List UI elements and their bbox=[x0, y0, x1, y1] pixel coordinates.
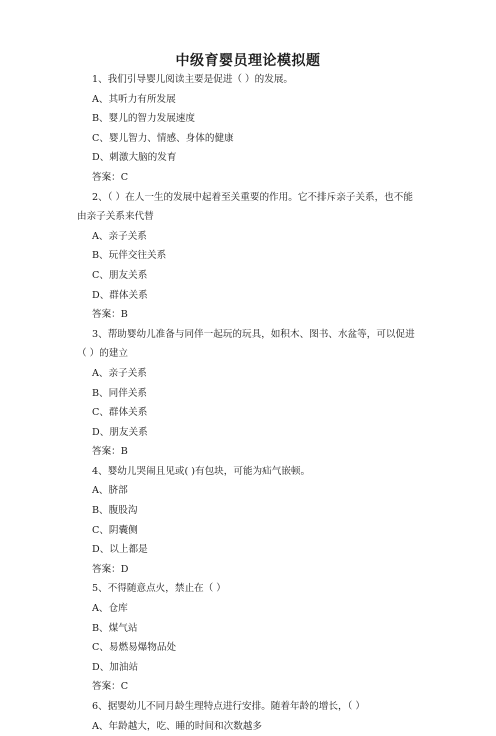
option-b: B、玩伴交往关系 bbox=[92, 250, 167, 262]
option-d: D、以上都是 bbox=[92, 544, 148, 556]
question-text: 2、（ ）在人一生的发展中起着至关重要的作用。它不排斥亲子关系，也不能由亲子关系来代替 bbox=[77, 191, 413, 223]
option-a: A、亲子关系 bbox=[92, 230, 147, 242]
question-block bbox=[77, 188, 417, 325]
question-text: 1、我们引导婴儿阅读主要是促进（ ）的发展。 bbox=[92, 74, 294, 85]
option-c: C、婴儿智力、情感、身体的健康 bbox=[92, 132, 234, 144]
option-a: A、亲子关系 bbox=[92, 367, 147, 379]
answer: 答案：B bbox=[92, 446, 128, 458]
option-b: B、同伴关系 bbox=[92, 387, 148, 399]
option-b: B、腹股沟 bbox=[92, 505, 138, 517]
option-d: D、朋友关系 bbox=[92, 426, 148, 438]
question-block bbox=[77, 697, 417, 736]
question-block bbox=[77, 325, 417, 462]
option-a: A、年龄越大，吃、睡的时间和次数越多 bbox=[92, 720, 263, 732]
option-d: D、加油站 bbox=[92, 661, 139, 673]
document-title: 中级育婴员理论模拟题 bbox=[175, 53, 321, 69]
answer: 答案：C bbox=[92, 681, 129, 693]
question-block bbox=[77, 70, 417, 188]
question-text: 6、据婴幼儿不同月龄生理特点进行安排。随着年龄的增长，（ ） bbox=[92, 701, 365, 712]
option-b: B、婴儿的智力发展速度 bbox=[92, 113, 195, 125]
option-c: C、易燃易爆物品处 bbox=[92, 642, 177, 654]
answer: 答案：D bbox=[92, 563, 129, 575]
option-c: C、朋友关系 bbox=[92, 269, 148, 281]
question-text: 4、婴幼儿哭闹且见或( )有包块，可能为疝气嵌顿。 bbox=[92, 465, 311, 477]
option-a: A、其听力有所发展 bbox=[92, 93, 176, 105]
option-a: A、仓库 bbox=[92, 603, 128, 615]
option-a: A、脐部 bbox=[92, 485, 128, 497]
option-d: D、刺激大脑的发育 bbox=[92, 152, 177, 164]
option-c: C、群体关系 bbox=[92, 407, 148, 419]
answer: 答案：C bbox=[92, 171, 129, 183]
option-b: B、煤气站 bbox=[92, 622, 138, 634]
question-list bbox=[77, 70, 417, 736]
option-d: D、群体关系 bbox=[92, 289, 148, 301]
question-block bbox=[77, 462, 417, 580]
option-c: C、阴囊侧 bbox=[92, 524, 138, 536]
question-text: 3、帮助婴幼儿准备与同伴一起玩的玩具，如积木、图书、水盆等，可以促进（ ）的建立 bbox=[77, 328, 415, 360]
answer: 答案：B bbox=[92, 309, 128, 321]
question-block bbox=[77, 579, 417, 697]
question-text: 5、不得随意点火，禁止在（ ） bbox=[92, 583, 226, 595]
